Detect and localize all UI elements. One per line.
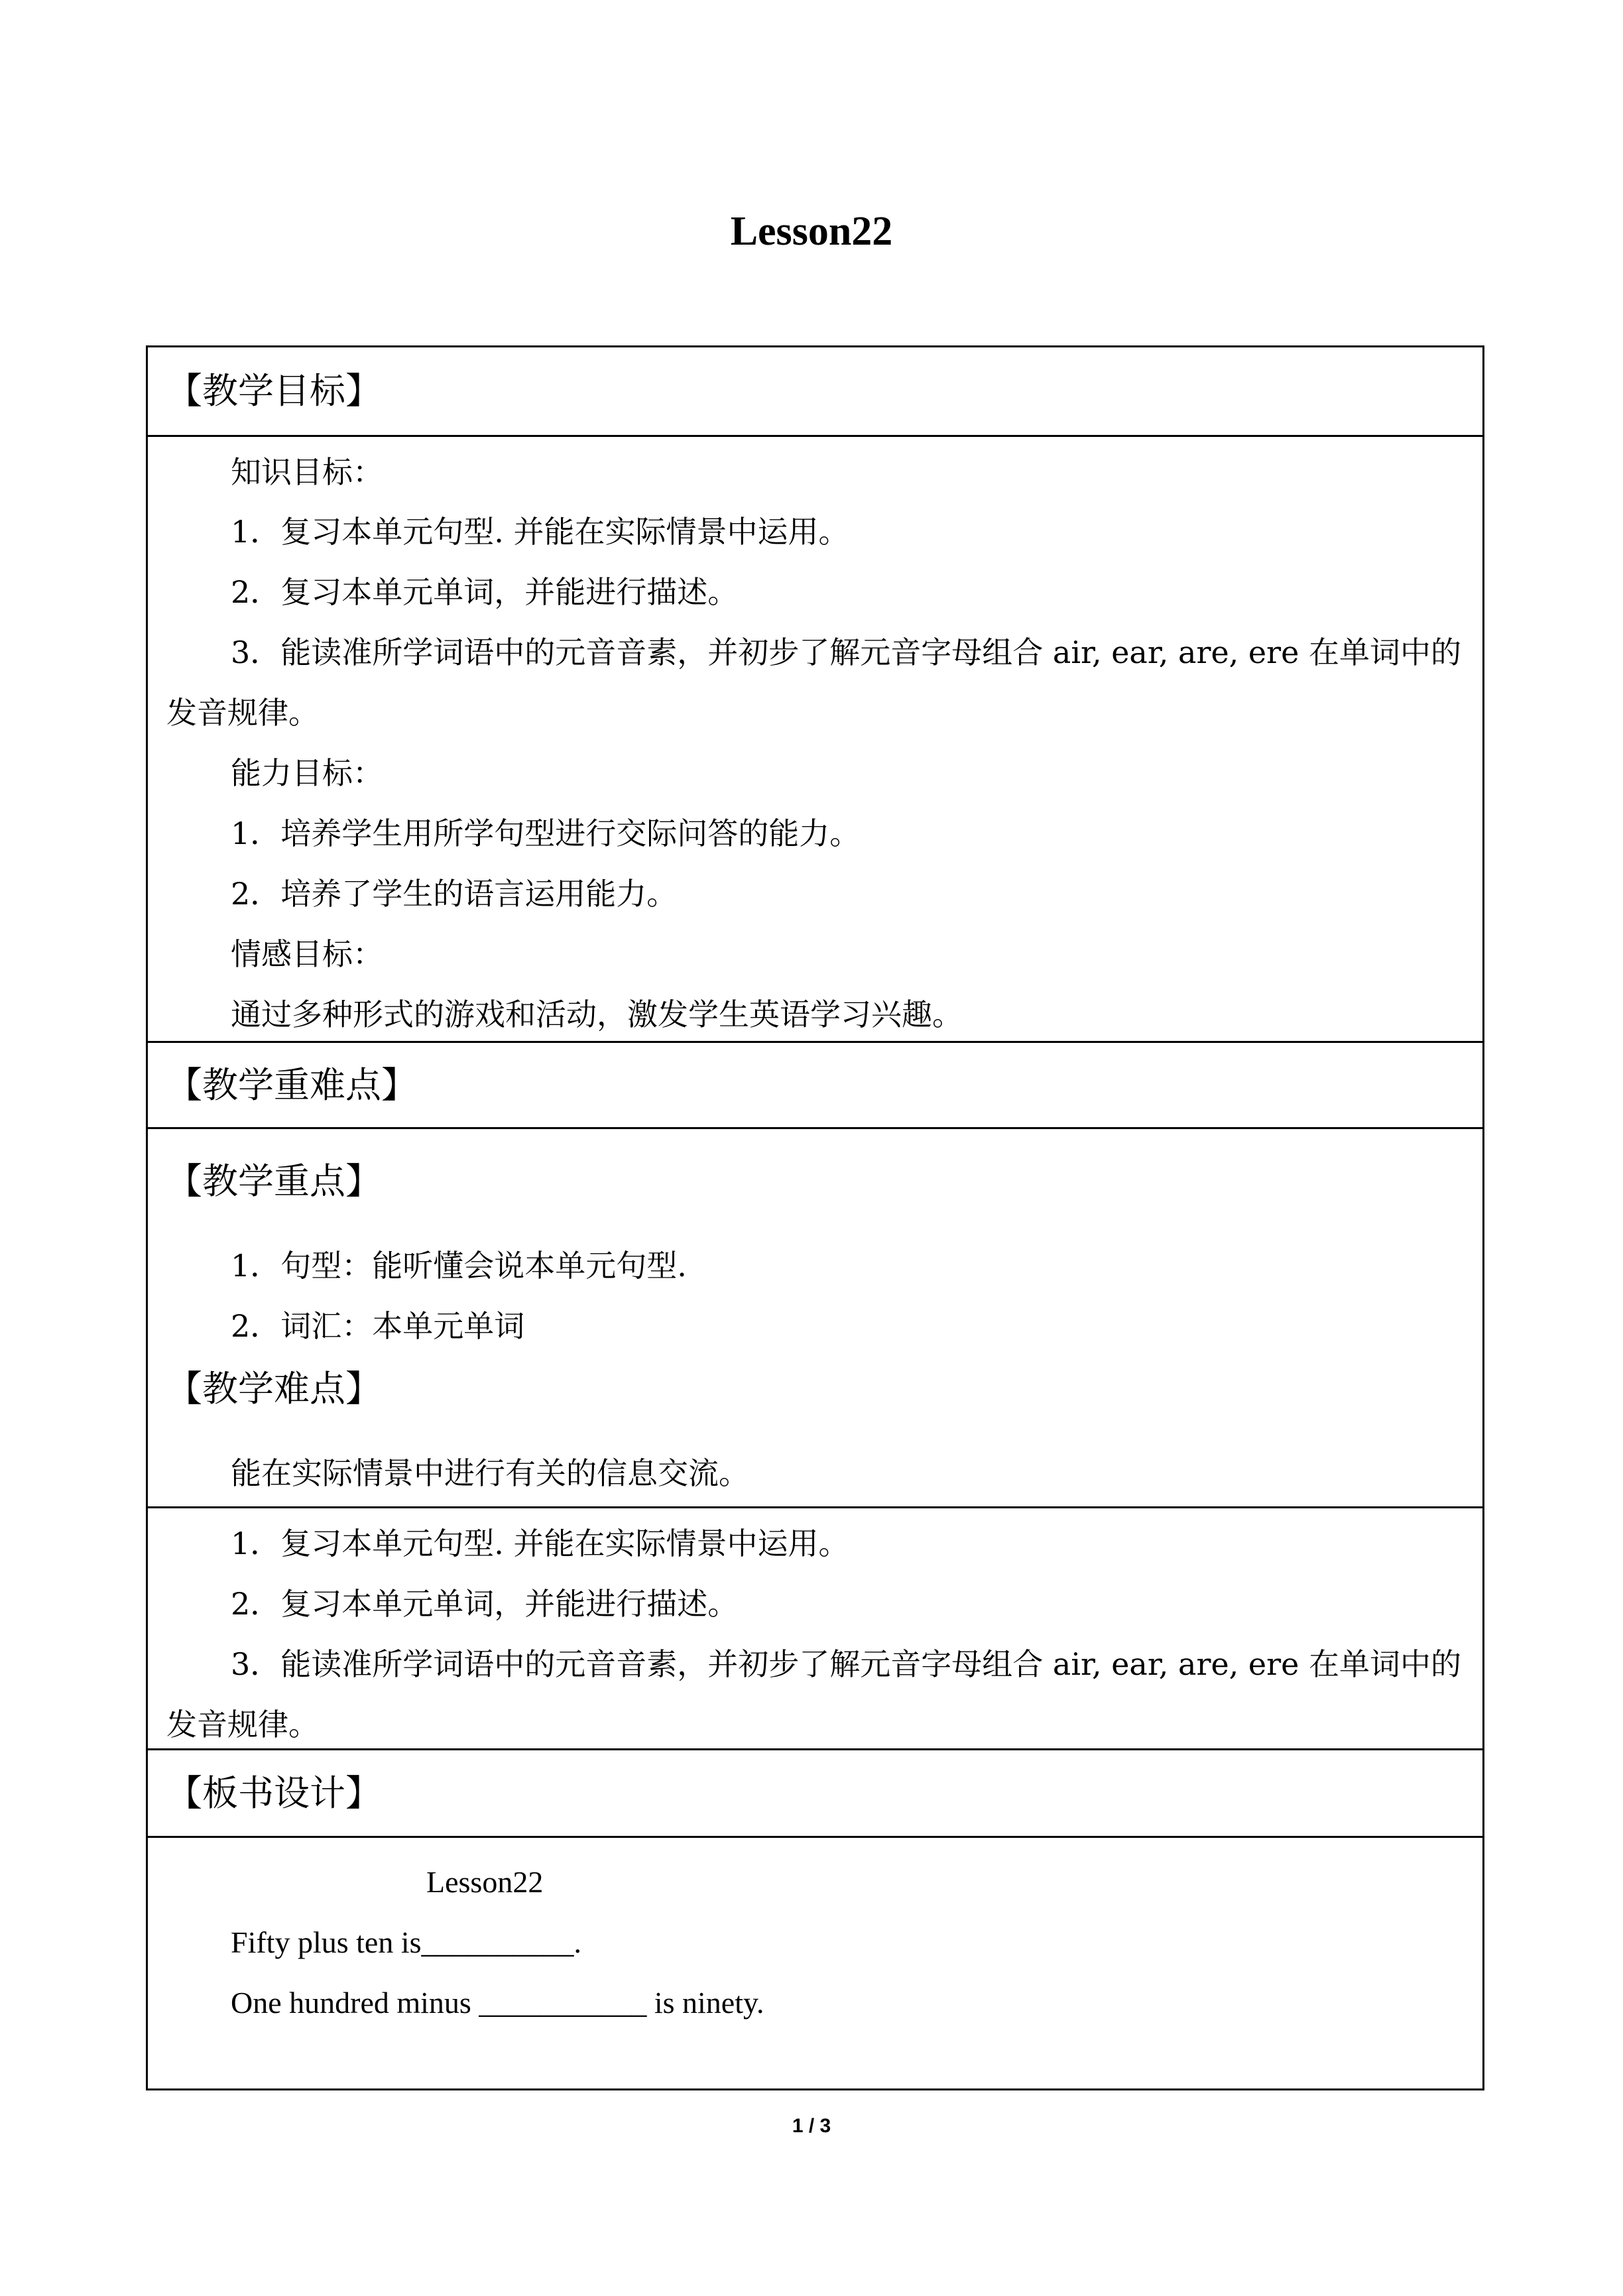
goal-knowledge-3-line1: 3．能读准所学词语中的元音音素，并初步了解元音字母组合 air, ear, are, ere 在单词中的 bbox=[231, 634, 1461, 670]
key-difficult-content-row bbox=[148, 1127, 1482, 1506]
goal-knowledge-3-line2: 发音规律。 bbox=[166, 695, 319, 731]
board-line-1: Fifty plus ten is__________. bbox=[231, 1925, 582, 1959]
board-header: 【板书设计】 bbox=[166, 1772, 381, 1814]
board-header-row bbox=[148, 1748, 1482, 1836]
process-3-line1: 3．能读准所学词语中的元音音素，并初步了解元音字母组合 air, ear, are, ere 在单词中的 bbox=[231, 1646, 1461, 1682]
board-line-2: One hundred minus ___________ is ninety. bbox=[231, 1986, 764, 2020]
process-content-row bbox=[148, 1506, 1482, 1748]
goal-ability-2: 2．培养了学生的语言运用能力。 bbox=[231, 876, 678, 912]
process-3-line2: 发音规律。 bbox=[166, 1707, 319, 1742]
key-points-header: 【教学重点】 bbox=[166, 1160, 381, 1202]
key-difficult-header-row bbox=[148, 1041, 1482, 1127]
key-difficult-header: 【教学重难点】 bbox=[166, 1063, 417, 1106]
goal-knowledge-1: 1．复习本单元句型. 并能在实际情景中运用。 bbox=[231, 514, 849, 550]
key-point-1: 1．句型：能听懂会说本单元句型. bbox=[231, 1248, 687, 1284]
process-1: 1．复习本单元句型. 并能在实际情景中运用。 bbox=[231, 1526, 849, 1561]
process-2: 2．复习本单元单词，并能进行描述。 bbox=[231, 1586, 739, 1622]
lesson-table bbox=[146, 345, 1484, 2090]
goal-emotion-1: 通过多种形式的游戏和活动，激发学生英语学习兴趣。 bbox=[231, 997, 963, 1032]
page-number: 1 / 3 bbox=[792, 2115, 831, 2137]
difficult-point-1: 能在实际情景中进行有关的信息交流。 bbox=[231, 1455, 749, 1491]
goals-header: 【教学目标】 bbox=[166, 370, 381, 412]
goals-header-row bbox=[148, 347, 1482, 435]
ability-label: 能力目标： bbox=[231, 755, 383, 791]
goal-ability-1: 1．培养学生用所学句型进行交际问答的能力。 bbox=[231, 816, 861, 851]
goals-content-row bbox=[148, 435, 1482, 1041]
emotion-label: 情感目标： bbox=[231, 936, 383, 972]
difficult-points-header: 【教学难点】 bbox=[166, 1368, 381, 1410]
key-point-2: 2．词汇：本单元单词 bbox=[231, 1308, 525, 1344]
knowledge-label: 知识目标： bbox=[231, 454, 383, 490]
page-title: Lesson22 bbox=[730, 209, 893, 254]
goal-knowledge-2: 2．复习本单元单词，并能进行描述。 bbox=[231, 574, 739, 610]
board-title: Lesson22 bbox=[426, 1865, 544, 1899]
board-content-row bbox=[148, 1836, 1482, 2088]
